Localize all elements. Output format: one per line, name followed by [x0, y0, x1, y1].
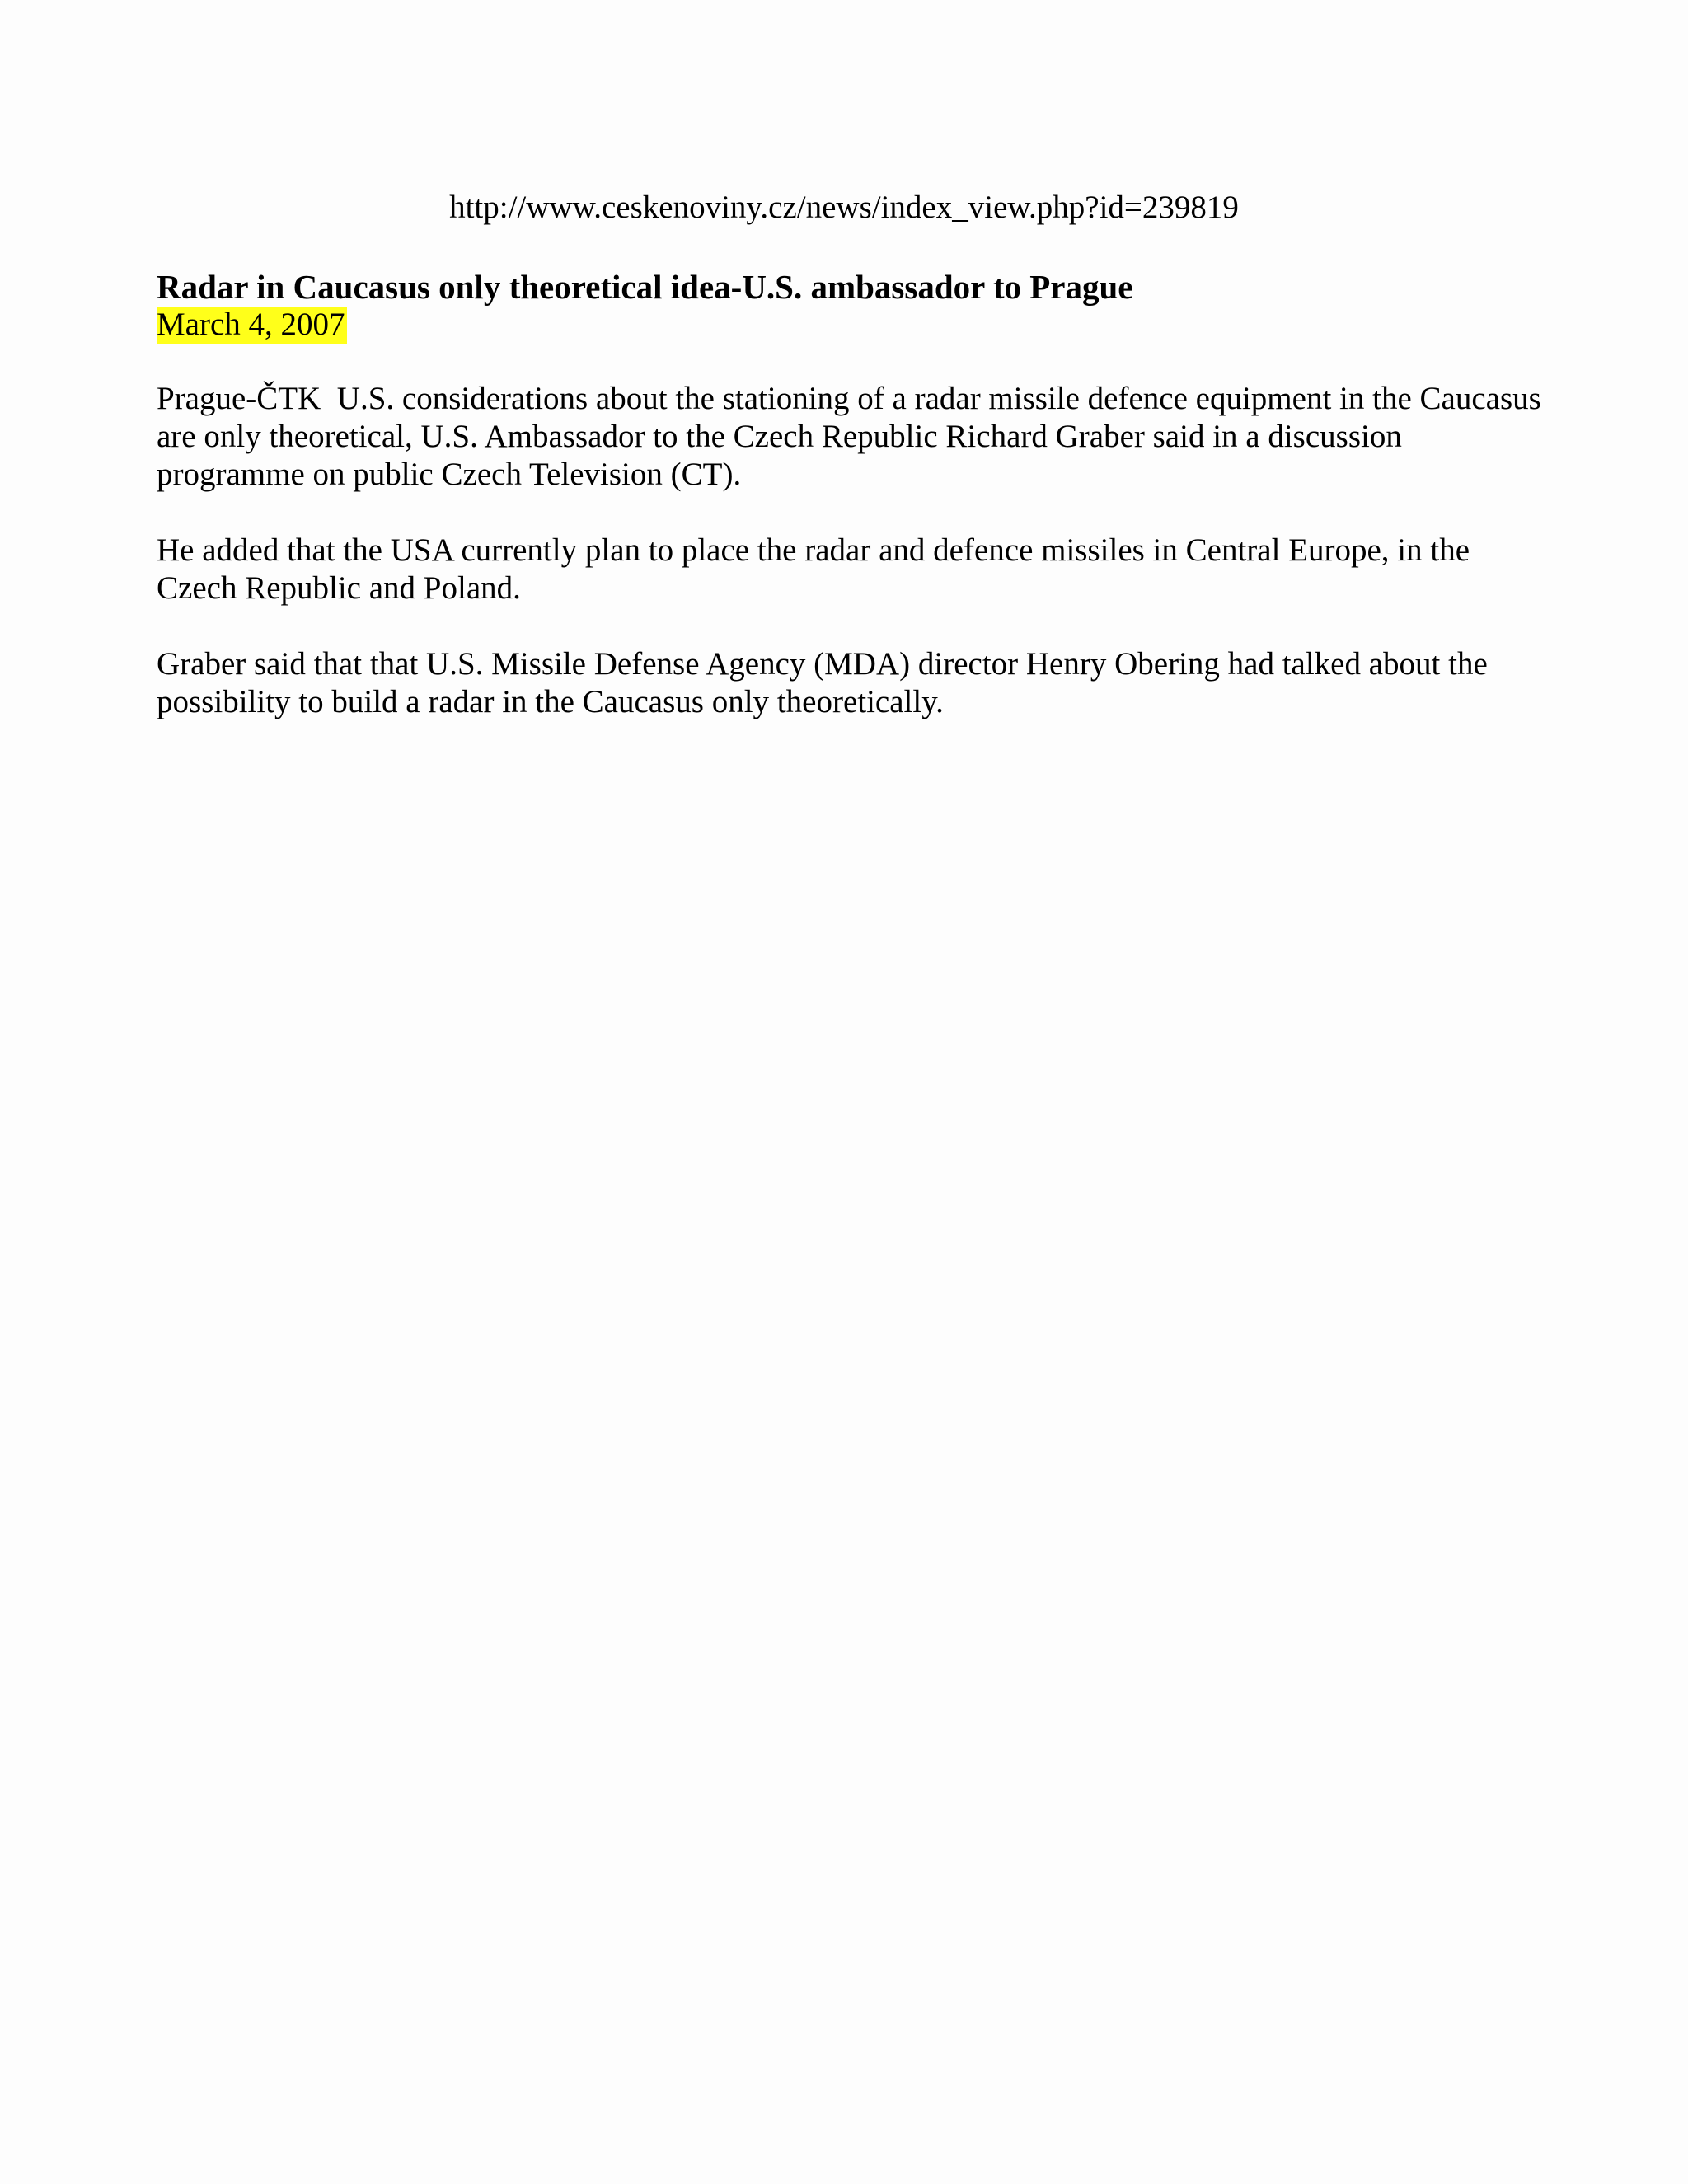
article — [157, 268, 1558, 759]
article-date: March 4, 2007 — [157, 307, 345, 343]
date-line — [157, 307, 1558, 344]
paragraph-3: Graber said that that U.S. Missile Defense Agency (MDA) director Henry Obering had talked about the possibility to build a radar in the Caucasus only theoretically. — [157, 645, 1496, 719]
article-body — [157, 380, 1558, 721]
headline: Radar in Caucasus only theoretical idea-U.S. ambassador to Prague — [157, 268, 1133, 306]
paragraph-2: He added that the USA currently plan to place the radar and defence missiles in Central Europe, in the Czech Republic and Poland. — [157, 532, 1478, 606]
paragraph-1: Prague-ČTK U.S. considerations about the stationing of a radar missile defence equipment in the Caucasus are only theoretical, U.S. Ambassador to the Czech Republic Richard Graber said in a discussion programme on public Czech Television (CT). — [157, 380, 1550, 492]
source-url: http://www.ceskenoviny.cz/news/index_view.php?id=239819 — [449, 190, 1239, 225]
